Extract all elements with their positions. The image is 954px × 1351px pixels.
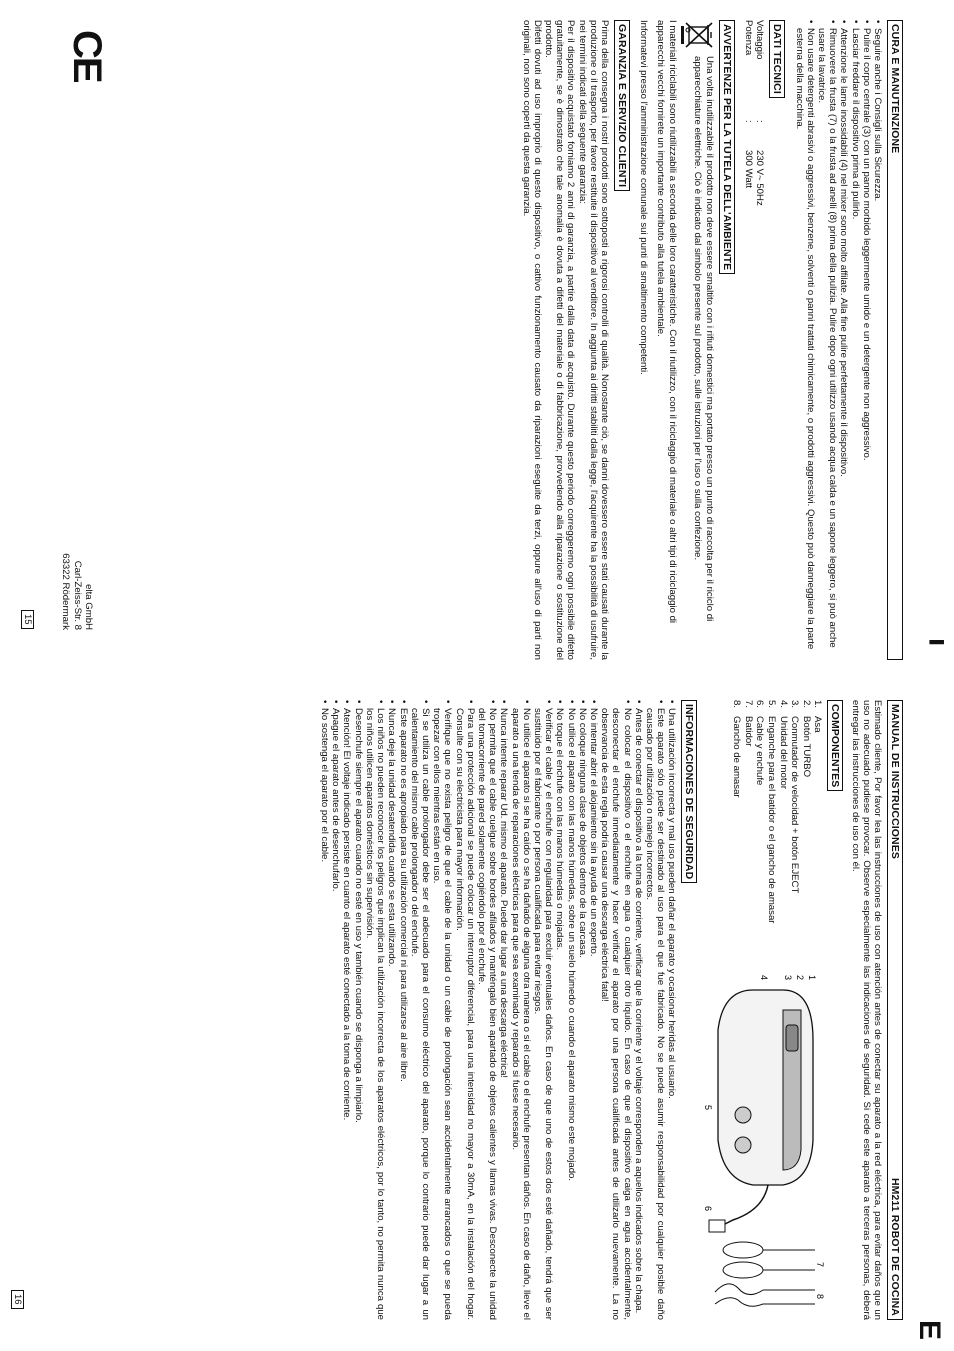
item-number: 4. — [777, 700, 789, 709]
list-item — [777, 700, 789, 960]
list-item — [765, 700, 777, 960]
list-item — [800, 700, 812, 960]
tech-label: Potenza — [742, 20, 754, 56]
care-title: CURA E MANUTENZIONE — [889, 24, 901, 154]
callout: 3 — [783, 975, 794, 981]
safety-title: INFORMACIONES DE SEGURIDAD — [683, 704, 696, 880]
power-cable — [723, 1185, 768, 1225]
callout: 5 — [703, 1105, 714, 1111]
list-item: • Attenzione le lame inossidabili (4) nel mixer sono molto affilate. Alla fine pulire perfettamente il dispositivo. — [838, 20, 849, 660]
callout: 4 — [759, 975, 770, 981]
list-item — [742, 700, 754, 960]
manual-header — [887, 700, 903, 1320]
list-item: • Desenchufe siempre el aparato cuando no esté en uso y también cuando se disponga a limpiarlo. — [353, 700, 364, 1320]
list-item: • No toque el enchufe con las manos húmedas o mojadas. — [554, 700, 565, 1320]
list-item: • Antes de conectar el dispositivo a la toma de corriente, verificar que la corriente y el voltaje corresponden a aquellos indicados sobre la chapa. — [633, 700, 644, 1320]
item-label: Cable y enchufe — [754, 716, 766, 786]
language-badge: E — [913, 1320, 946, 1341]
env-title: AVVERTENZE PER LA TUTELA DELL'AMBIENTE — [720, 24, 733, 271]
item-label: Unidad del motor — [777, 716, 789, 790]
list-item: • Verificar el cable y el enchufe con regularidad para excluir eventuales daños. En caso de que uno de estos dos esté dañado, tendrá que ser sustituido por el fabricante o por persona cualificada para evitar riesgos. — [532, 700, 554, 1320]
list-item — [812, 700, 824, 960]
list-item: • Una utilización incorrecta y mal uso pueden dañar el aparato y ocasionar heridas al usuario. — [666, 700, 677, 1320]
item-number: 6. — [754, 700, 766, 709]
page-italian — [0, 0, 954, 675]
tech-title: DATI TECNICI — [771, 24, 784, 94]
lang-marker: ▌ — [930, 640, 944, 649]
page-number: 15 — [21, 610, 34, 629]
tech-sep: : — [742, 120, 754, 123]
section-header-warranty — [614, 20, 630, 191]
turbo-button — [786, 1025, 798, 1051]
list-item — [731, 700, 743, 960]
address-line: Carl-Zeiss-Str. 8 — [71, 560, 83, 630]
care-section — [520, 20, 906, 660]
address-line: elta GmbH — [83, 584, 94, 630]
intro-text: Estimado cliente, Por favor lea las instrucciones de uso con atención antes de conectar su aparato a la red eléctrica, para evitar daños que un uso no adecuado pudiese provocar. Observe especialmente las indicaciones de seguridad. Si cede este aparato a terceras personas, deberá entregar las instrucciones de uso con él. — [849, 700, 883, 1320]
list-item: • No utilice el aparato si se ha caído o se ha dañado de alguna otra manera o si el cable o el enchufe presentan daños. En caso de daño, lleve el aparato a una tienda de reparaciones eléctricas para que sea examinado y reparado si fuese necesario. — [509, 700, 531, 1320]
manual-model: HM211 ROBOT DE COCINA — [889, 1177, 901, 1316]
ce-mark: CE — [65, 30, 109, 82]
warranty-title: GARANZIA E SERVIZIO CLIENTI — [615, 24, 628, 188]
item-label: Botón TURBO — [800, 716, 812, 778]
page-spanish — [0, 690, 954, 1340]
list-item: • No utilice el aparato con las manos húmedas, sobre un suelo húmedo o cuando el aparato mismo este mojado. — [565, 700, 576, 1320]
callout: 1 — [807, 975, 818, 981]
safety-list — [319, 700, 678, 1320]
list-item: • Nunca intente reparar Ud. mismo el aparato. Puede dar lugar a una descarga eléctrica! — [498, 700, 509, 1320]
components-title: COMPONENTES — [829, 704, 842, 788]
item-label: Gancho de amasar — [731, 716, 743, 798]
beater-socket — [735, 1107, 751, 1123]
tech-value: 230 V~ 50Hz — [754, 150, 766, 206]
mixer-diagram — [703, 970, 826, 1310]
item-number: 8. — [731, 700, 743, 709]
item-number: 7. — [742, 700, 754, 709]
item-number: 1. — [812, 700, 824, 709]
list-item: • Pulire il corpo centrale (3) con un panno morbido leggermente umido e un detergente non aggressivo. — [861, 20, 872, 660]
whisk-icon — [723, 1242, 815, 1278]
item-number: 2. — [800, 700, 812, 709]
tech-row — [754, 20, 765, 660]
list-item: • Atención! El voltaje indicado persiste en cuanto el aparato esté conectado a la toma de corriente. — [341, 700, 352, 1320]
item-label: Batidor — [742, 716, 754, 747]
manual-title: MANUAL DE INSTRUCCIONES — [889, 704, 901, 859]
env-paragraph-3: Informatevi presso l'amministrazione comunale sui punti di smaltimento competenti. — [638, 20, 650, 375]
list-item: • Nunca deje la unidad desatendida cuando se esta utilizando. — [386, 700, 397, 1320]
address-line: 63322 Rödermark — [60, 553, 72, 630]
item-label: Conmutador de velocidad + botón EJECT — [789, 716, 801, 894]
section-header-env — [719, 20, 735, 274]
tech-row — [743, 20, 754, 660]
list-item: • No permita que el cable cuelgue sobre bordes afilados y manténgalo bien apartado de objetos calientes y llamas vivas. Desconecte la unidad del tomacorriente de pared solamente cogiéndolo por el enchufe. — [476, 700, 498, 1320]
item-number: 5. — [766, 700, 778, 709]
callout: 7 — [815, 1262, 826, 1268]
list-item: • No coloque ninguna clase de objetos dentro de la carcasa. — [577, 700, 588, 1320]
list-item: • No colocar el dispositivo o el enchufe en agua o cualquier otro líquido. En caso de que el dispositivo caiga en agua accidentalmente, desconectar el enchufe inmediatamente y hacer verificar el aparato por una persona cualificada antes de utilizarlo nuevamente. La no observancia de esta regla podría causar una descarga eléctrica fatal! — [599, 700, 633, 1320]
manufacturer-address — [60, 500, 94, 630]
section-header-tech — [769, 20, 785, 98]
section-header-components — [827, 700, 843, 791]
list-item: • Verifique que no exista peligro de que el cable de la unidad o un cable de prolongación sean accidentalmente arrancados o que se pueda tropezar con ellos mientras están en uso. — [431, 700, 453, 1320]
env-block — [681, 20, 715, 660]
beater-socket — [735, 1137, 751, 1153]
list-item: • Apague el aparato antes de desenchufarlo. — [330, 700, 341, 1320]
section-header-care — [887, 20, 903, 660]
item-number: 3. — [789, 700, 801, 709]
care-list — [793, 20, 883, 660]
list-item: • Seguire anche i Consigli sulla Sicurezza. — [872, 20, 883, 660]
warranty-paragraph-2: Per il dispositivo acquistato forniamo 2 anni di garanzia, a partire dalla data di acquisto. Durante questo periodo correggeremo ogni possibile difetto gratuitamente, se è dimostrato che tale anomalia è dovuta a difetti del materiale o di fabbricazione, provvedendo alla riparazione o sostituzione del prodotto. — [542, 20, 577, 660]
env-paragraph-2: I materiali riciclabili sono riutilizzabili a seconda delle loro caratteristiche. Con il riutilizzo, con il riciclaggio di materiale o altri tipi di riciclaggio di apparecchi vecchi fornirete un importante contributo alla tutela ambientale. — [655, 20, 678, 624]
item-label: Enganche para el batidor o el gancho de amasar — [766, 716, 778, 924]
list-item — [789, 700, 801, 960]
warranty-paragraph-1: Prima della consegna i nostri prodotti sono sottoposti a rigorosi controlli di qualità. Nonostante ciò, se danni dovessero essere stati causati durante la produzione o il trasporto, per favore restituite il dispositivo al venditore. In aggiunta ai diritti stabiliti dalla legge, l'acquirente ha la possibilità di usufruire, nei termini indicati della seguente garanzia: — [576, 20, 610, 660]
callout: 6 — [703, 1206, 714, 1212]
crossed-bin-icon — [681, 20, 715, 50]
list-item: • No intentar abrir el alojamiento sin la ayuda de un experto. — [588, 700, 599, 1320]
spanish-content — [319, 700, 906, 1320]
list-item: • No sostenga el aparato por el cable. — [319, 700, 330, 1320]
tech-label: Voltaggio — [754, 20, 766, 60]
list-item — [754, 700, 766, 960]
list-item: • Para una protección adicional se puede colocar un interruptor diferencial, para una intensidad no mayor a 30mA, en la instalación del hogar. Consulte con su electricista para mayor información. — [453, 700, 475, 1320]
list-item: • Este aparato sólo puede ser destinado al uso para el que fue fabricado. No se puede asumir responsabilidad por cualquier posible daño causado por utilización o manejo incorrectos. — [644, 700, 666, 1320]
components-block — [703, 700, 826, 1320]
page-number: 16 — [11, 1290, 24, 1309]
callout: 2 — [795, 975, 806, 981]
tech-sep: : — [754, 120, 766, 123]
components-list — [703, 700, 823, 960]
callout: 8 — [815, 1294, 826, 1300]
list-item: • Los niños no pueden reconocer los peligros que implican la utilización incorrecta de los aparatos eléctricos, por lo tanto, no permita nunca que los niños utilicen aparatos domésticos sin supervisión. — [364, 700, 386, 1320]
list-item: • Rimuovere la frusta (7) o la frusta ad anelli (8) prima della pulizia. Pulire dopo ogni utilizzo usando acqua calda e un sapone leggero, si può anche usare la lavatrice. — [816, 20, 838, 660]
list-item: • Este aparato no es apropiado para su utilización comercial ni para utilizarse al aire libre. — [397, 700, 408, 1320]
power-plug — [709, 1220, 725, 1232]
list-item: • Lasciar freddare il dispositivo prima di pulirlo. — [849, 20, 860, 660]
list-item: • Non usare detergenti abrasivi o aggressivi, benzene, solventi o panni trattati chimicamente, o prodotti aggressivi. Questo può danneggiare la parte esterna della macchina. — [793, 20, 815, 660]
tech-value: 300 Watt — [742, 150, 754, 189]
item-label: Asa — [812, 716, 824, 733]
section-header-safety — [681, 700, 697, 883]
dough-hook-icon — [715, 1284, 815, 1306]
env-paragraph-1: Una volta inutilizzabile il prodotto non deve essere smaltito con i rifiuti domestici ma portato presso un punto di raccolta per il riciclo di apparecchiature elettriche. Ciò è indicato dal simbolo presente sul prodotto, sulle istruzioni per l'uso o sulla confezione. — [692, 56, 715, 622]
warranty-paragraph-3: Difetti dovuti ad uso improprio di questo dispositivo, o cattivo funzionamento causato da riparazioni eseguite da terzi, oppure all'uso di parti non originali, non sono coperti da questa garanzia. — [520, 20, 543, 660]
list-item: • Si se utiliza un cable prolongador debe ser el adecuado para el consumo eléctrico del aparato, porque lo contrario puede dar lugar a un calentamiento del mismo cable prolongador o del enchufe. — [409, 700, 431, 1320]
